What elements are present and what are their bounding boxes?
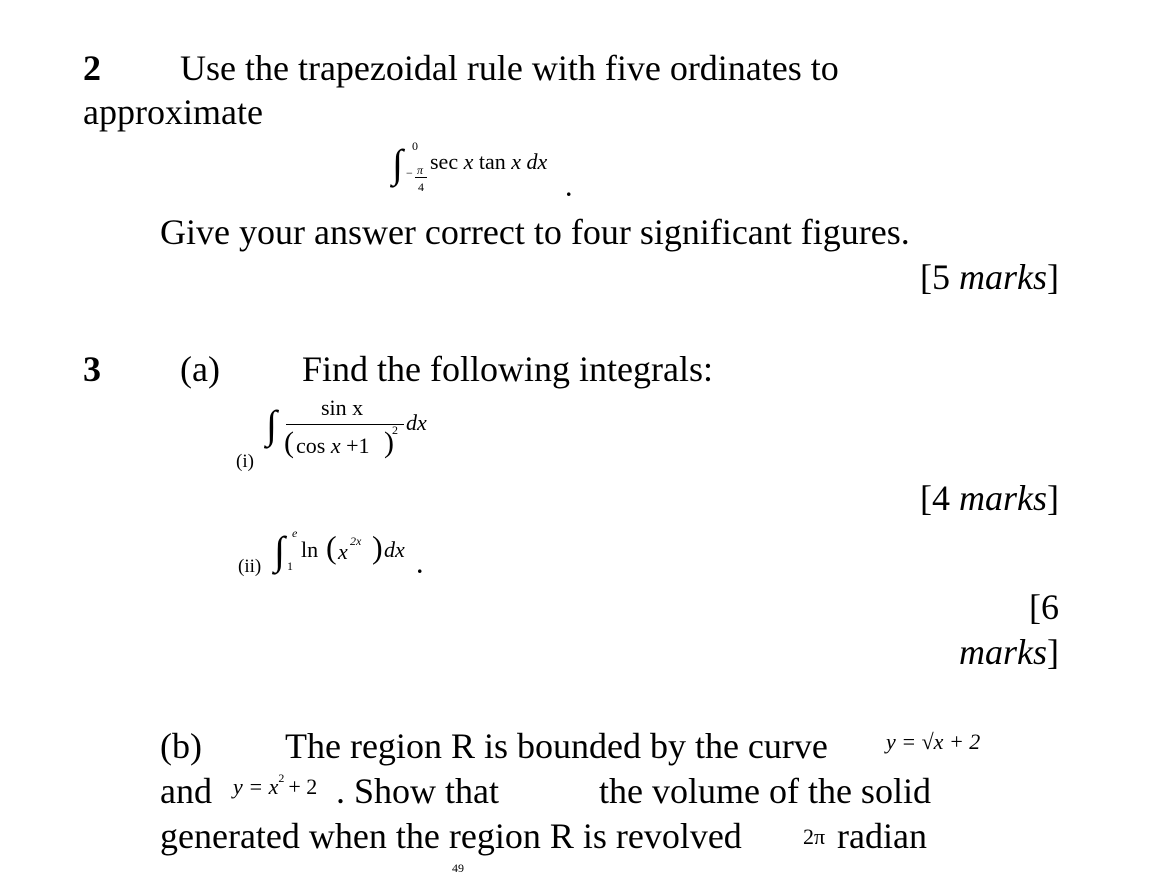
integral-sign-icon: ∫ bbox=[266, 402, 277, 447]
q3-ii-ln: ln bbox=[301, 537, 319, 562]
question-3b-line2b: the volume of the solid bbox=[599, 771, 931, 811]
q3-ii-dx: dx bbox=[384, 537, 405, 562]
question-3b-label: (b) bbox=[160, 726, 202, 766]
q3-ii-label: (ii) bbox=[238, 556, 262, 577]
q3-i-marks: [4 marks] bbox=[920, 478, 1059, 518]
q3-i-right-paren: ) bbox=[384, 426, 394, 459]
q3b-curve2: $y = x^2 + 2$ bbox=[233, 770, 318, 799]
cut-off-fraction-numerator: 49 bbox=[452, 861, 464, 875]
q2-lower-numerator: π bbox=[417, 163, 424, 177]
q3-ii-upper-limit: e bbox=[292, 526, 298, 540]
q2-integral-period: . bbox=[566, 176, 572, 201]
integral-sign-icon: ∫ bbox=[392, 141, 403, 186]
q3-i-numerator: sin x bbox=[321, 395, 364, 420]
q3-ii-base: x bbox=[338, 539, 348, 564]
question-3b-line1: The region R is bounded by the curve bbox=[285, 726, 828, 766]
q3-ii-lower-limit: 1 bbox=[287, 559, 293, 573]
question-2-marks: [5 marks] bbox=[920, 257, 1059, 297]
q2-lower-sign: − bbox=[406, 166, 413, 180]
question-3a-text: Find the following integrals: bbox=[302, 349, 713, 389]
question-3a-label: (a) bbox=[180, 349, 220, 389]
question-2-instruction: Give your answer correct to four significant figures. bbox=[160, 212, 910, 252]
q3-ii-marks-line1: [6 bbox=[1029, 587, 1059, 627]
q3-i-exponent: 2 bbox=[392, 423, 398, 437]
q2-integrand: sec x tan x dx bbox=[430, 149, 548, 174]
question-2-text-line1: Use the trapezoidal rule with five ordinates to bbox=[180, 48, 839, 88]
q3-i-denominator: cos x +1 bbox=[296, 433, 370, 458]
question-3b-line3: generated when the region R is revolved bbox=[160, 816, 742, 856]
q3-ii-left-paren: ( bbox=[326, 529, 337, 565]
q3b-curve1: y = √x + 2 bbox=[886, 729, 981, 754]
q3-i-label: (i) bbox=[236, 451, 254, 472]
question-3b-and: and bbox=[160, 771, 212, 811]
q3-ii-exponent: 2x bbox=[350, 534, 362, 548]
q2-lower-fraction-bar bbox=[415, 177, 427, 178]
q2-upper-limit: 0 bbox=[412, 139, 418, 153]
q3-i-dx: dx bbox=[406, 410, 427, 435]
q3-i-left-paren: ( bbox=[284, 426, 294, 459]
question-3b-radian: radian bbox=[837, 816, 927, 856]
q2-lower-denominator: 4 bbox=[418, 180, 424, 194]
q3b-two-pi: 2π bbox=[803, 824, 826, 849]
question-2-text-line2: approximate bbox=[83, 92, 263, 132]
question-3b-line2a: . Show that bbox=[336, 771, 500, 811]
question-3-number: 3 bbox=[83, 349, 101, 389]
q3-ii-right-paren: ) bbox=[372, 529, 383, 565]
integral-sign-icon: ∫ bbox=[274, 528, 285, 573]
q3-i-fraction-bar bbox=[286, 424, 404, 425]
q3-ii-period: . bbox=[417, 553, 423, 578]
q3-ii-marks-line2: marks] bbox=[959, 632, 1059, 672]
question-2-number: 2 bbox=[83, 48, 101, 88]
